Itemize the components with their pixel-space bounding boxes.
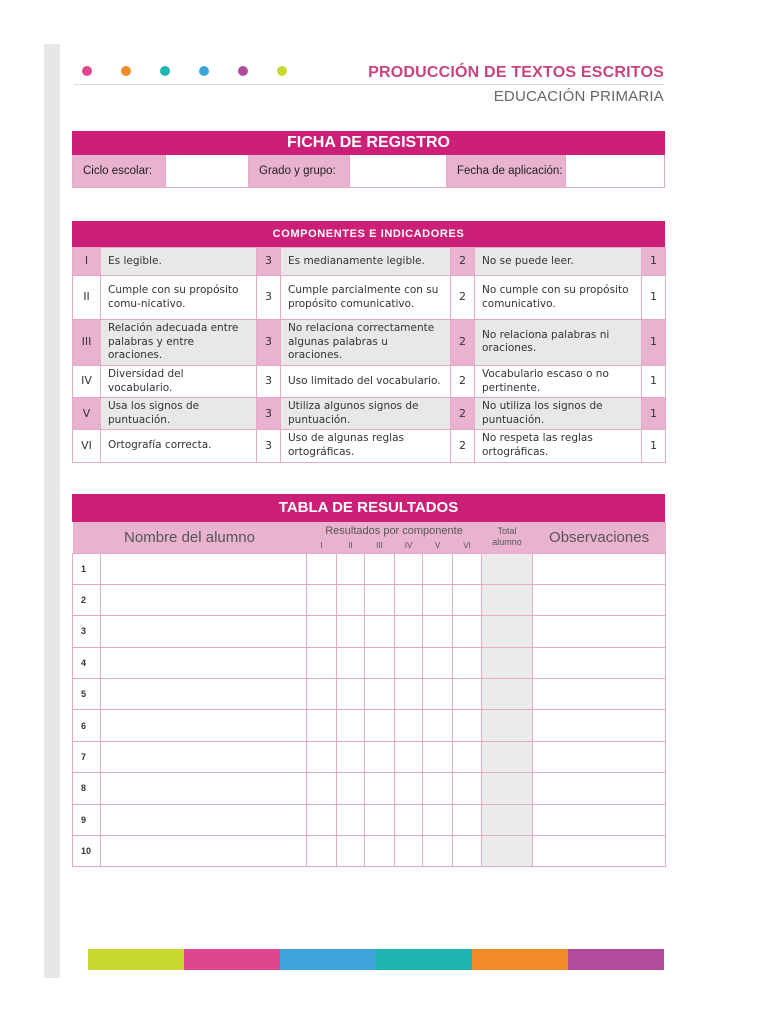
- table-row: [73, 836, 666, 867]
- puntaje-bajo: 1: [642, 398, 666, 430]
- ciclo-escolar-label: Ciclo escolar:: [73, 155, 165, 187]
- comp-cell[interactable]: [423, 584, 453, 615]
- componente-sub-header: II: [337, 539, 365, 553]
- comp-cell[interactable]: [423, 647, 453, 678]
- comp-cell[interactable]: [423, 616, 453, 647]
- table-row: [73, 584, 666, 615]
- comp-cell[interactable]: [365, 741, 395, 772]
- comp-cell[interactable]: [365, 804, 395, 835]
- comp-cell[interactable]: [337, 804, 365, 835]
- indicador-bajo: No se puede leer.: [475, 248, 642, 276]
- row-number: 6: [73, 710, 101, 741]
- left-margin-strip: [44, 44, 60, 978]
- comp-cell[interactable]: [365, 679, 395, 710]
- indicador-medio: Es medianamente legible.: [281, 248, 451, 276]
- table-row: [73, 773, 666, 804]
- table-row: [73, 804, 666, 835]
- comp-cell[interactable]: [337, 584, 365, 615]
- table-row: [73, 647, 666, 678]
- indicador-alto: Relación adecuada entre palabras y entre oraciones.: [101, 320, 257, 366]
- puntaje-bajo: 1: [642, 276, 666, 320]
- comp-cell[interactable]: [423, 741, 453, 772]
- comp-cell[interactable]: [337, 679, 365, 710]
- ciclo-escolar-field[interactable]: [165, 155, 249, 187]
- comp-cell[interactable]: [307, 553, 337, 584]
- footer-color-bar: [88, 949, 664, 970]
- componente-number: II: [73, 276, 101, 320]
- decorative-dot: [82, 66, 92, 76]
- nombre-cell[interactable]: [101, 679, 307, 710]
- componente-sub-header: VI: [453, 539, 482, 553]
- componente-sub-header: I: [307, 539, 337, 553]
- indicador-alto: Ortografía correcta.: [101, 430, 257, 462]
- comp-cell[interactable]: [365, 710, 395, 741]
- footer-color-segment: [88, 949, 184, 970]
- comp-cell[interactable]: [337, 616, 365, 647]
- total-cell[interactable]: [482, 773, 533, 804]
- indicador-bajo: No cumple con su propósito comunicativo.: [475, 276, 642, 320]
- comp-cell[interactable]: [423, 804, 453, 835]
- table-row: [73, 616, 666, 647]
- col-nombre-alumno: Nombre del alumno: [73, 522, 307, 553]
- comp-cell[interactable]: [453, 553, 482, 584]
- indicador-medio: Uso de algunas reglas ortográficas.: [281, 430, 451, 462]
- row-number: 7: [73, 741, 101, 772]
- comp-cell[interactable]: [423, 773, 453, 804]
- comp-cell[interactable]: [453, 679, 482, 710]
- comp-cell[interactable]: [453, 616, 482, 647]
- col-resultados-componente: Resultados por componente: [307, 522, 482, 539]
- nombre-cell[interactable]: [101, 773, 307, 804]
- decorative-dot: [238, 66, 248, 76]
- tabla-de-resultados: [72, 494, 665, 867]
- row-number: 9: [73, 804, 101, 835]
- comp-cell[interactable]: [337, 647, 365, 678]
- comp-cell[interactable]: [365, 773, 395, 804]
- comp-cell[interactable]: [423, 836, 453, 867]
- indicador-medio: Uso limitado del vocabulario.: [281, 365, 451, 397]
- nombre-cell[interactable]: [101, 616, 307, 647]
- decorative-dot: [121, 66, 131, 76]
- puntaje-bajo: 1: [642, 248, 666, 276]
- row-number: 10: [73, 836, 101, 867]
- grado-grupo-label: Grado y grupo:: [249, 155, 349, 187]
- comp-cell[interactable]: [395, 616, 423, 647]
- comp-cell[interactable]: [307, 741, 337, 772]
- footer-color-segment: [280, 949, 376, 970]
- observaciones-cell[interactable]: [533, 647, 666, 678]
- ficha-fields-row: [72, 155, 665, 188]
- nombre-cell[interactable]: [101, 553, 307, 584]
- table-row: [73, 710, 666, 741]
- observaciones-cell[interactable]: [533, 616, 666, 647]
- observaciones-cell[interactable]: [533, 710, 666, 741]
- componentes-title: COMPONENTES E INDICADORES: [72, 221, 665, 247]
- componente-row: [73, 320, 666, 366]
- fecha-aplicacion-label: Fecha de aplicación:: [447, 155, 565, 187]
- comp-cell[interactable]: [395, 836, 423, 867]
- col-observaciones: Observaciones: [533, 522, 666, 553]
- decorative-dot: [160, 66, 170, 76]
- resultados-title: TABLA DE RESULTADOS: [72, 494, 665, 522]
- total-cell[interactable]: [482, 741, 533, 772]
- comp-cell[interactable]: [423, 679, 453, 710]
- comp-cell[interactable]: [395, 679, 423, 710]
- decorative-dots: [82, 66, 316, 76]
- observaciones-cell[interactable]: [533, 804, 666, 835]
- comp-cell[interactable]: [423, 553, 453, 584]
- componentes-indicadores: [72, 221, 665, 463]
- puntaje-alto: 3: [257, 430, 281, 462]
- table-row: [73, 679, 666, 710]
- puntaje-medio: 2: [451, 276, 475, 320]
- puntaje-bajo: 1: [642, 320, 666, 366]
- footer-color-segment: [376, 949, 472, 970]
- comp-cell[interactable]: [395, 553, 423, 584]
- comp-cell[interactable]: [453, 584, 482, 615]
- comp-cell[interactable]: [365, 836, 395, 867]
- puntaje-alto: 3: [257, 398, 281, 430]
- observaciones-cell[interactable]: [533, 741, 666, 772]
- comp-cell[interactable]: [307, 710, 337, 741]
- componente-sub-header: III: [365, 539, 395, 553]
- comp-cell[interactable]: [395, 584, 423, 615]
- row-number: 5: [73, 679, 101, 710]
- nombre-cell[interactable]: [101, 584, 307, 615]
- componente-number: V: [73, 398, 101, 430]
- indicador-bajo: Vocabulario escaso o no pertinente.: [475, 365, 642, 397]
- comp-cell[interactable]: [453, 804, 482, 835]
- total-cell[interactable]: [482, 616, 533, 647]
- total-cell[interactable]: [482, 804, 533, 835]
- observaciones-cell[interactable]: [533, 584, 666, 615]
- row-number: 3: [73, 616, 101, 647]
- indicador-bajo: No respeta las reglas ortográficas.: [475, 430, 642, 462]
- total-cell[interactable]: [482, 836, 533, 867]
- puntaje-bajo: 1: [642, 430, 666, 462]
- row-number: 4: [73, 647, 101, 678]
- observaciones-cell[interactable]: [533, 836, 666, 867]
- componente-number: VI: [73, 430, 101, 462]
- ficha-de-registro: [72, 131, 665, 188]
- comp-cell[interactable]: [453, 710, 482, 741]
- comp-cell[interactable]: [453, 836, 482, 867]
- componente-row: [73, 430, 666, 462]
- document-title: PRODUCCIÓN DE TEXTOS ESCRITOS: [368, 64, 664, 81]
- componente-number: I: [73, 248, 101, 276]
- comp-cell[interactable]: [337, 741, 365, 772]
- comp-cell[interactable]: [337, 553, 365, 584]
- comp-cell[interactable]: [395, 773, 423, 804]
- observaciones-cell[interactable]: [533, 553, 666, 584]
- resultados-table: [72, 522, 666, 867]
- comp-cell[interactable]: [307, 584, 337, 615]
- comp-cell[interactable]: [453, 647, 482, 678]
- footer-color-segment: [472, 949, 568, 970]
- indicador-alto: Diversidad del vocabulario.: [101, 365, 257, 397]
- footer-color-segment: [568, 949, 664, 970]
- componente-row: [73, 398, 666, 430]
- comp-cell[interactable]: [453, 773, 482, 804]
- puntaje-bajo: 1: [642, 365, 666, 397]
- observaciones-cell[interactable]: [533, 679, 666, 710]
- indicador-alto: Es legible.: [101, 248, 257, 276]
- nombre-cell[interactable]: [101, 804, 307, 835]
- componente-number: III: [73, 320, 101, 366]
- comp-cell[interactable]: [423, 710, 453, 741]
- row-number: 2: [73, 584, 101, 615]
- table-row: [73, 741, 666, 772]
- comp-cell[interactable]: [395, 804, 423, 835]
- row-number: 1: [73, 553, 101, 584]
- puntaje-medio: 2: [451, 320, 475, 366]
- decorative-dot: [277, 66, 287, 76]
- table-row: [73, 553, 666, 584]
- indicador-bajo: No relaciona palabras ni oraciones.: [475, 320, 642, 366]
- indicador-bajo: No utiliza los signos de puntuación.: [475, 398, 642, 430]
- comp-cell[interactable]: [365, 553, 395, 584]
- componentes-table: [72, 247, 666, 463]
- comp-cell[interactable]: [453, 741, 482, 772]
- nombre-cell[interactable]: [101, 836, 307, 867]
- comp-cell[interactable]: [307, 804, 337, 835]
- indicador-alto: Usa los signos de puntuación.: [101, 398, 257, 430]
- nombre-cell[interactable]: [101, 647, 307, 678]
- footer-color-segment: [184, 949, 280, 970]
- componente-number: IV: [73, 365, 101, 397]
- componente-sub-header: IV: [395, 539, 423, 553]
- indicador-medio: Utiliza algunos signos de puntuación.: [281, 398, 451, 430]
- indicador-medio: No relaciona correctamente algunas palabras u oraciones.: [281, 320, 451, 366]
- comp-cell[interactable]: [307, 679, 337, 710]
- comp-cell[interactable]: [395, 647, 423, 678]
- comp-cell[interactable]: [307, 773, 337, 804]
- total-cell[interactable]: [482, 710, 533, 741]
- puntaje-medio: 2: [451, 398, 475, 430]
- nombre-cell[interactable]: [101, 710, 307, 741]
- puntaje-alto: 3: [257, 248, 281, 276]
- puntaje-medio: 2: [451, 365, 475, 397]
- indicador-alto: Cumple con su propósito comu-nicativo.: [101, 276, 257, 320]
- componente-row: [73, 365, 666, 397]
- puntaje-alto: 3: [257, 320, 281, 366]
- puntaje-alto: 3: [257, 365, 281, 397]
- puntaje-medio: 2: [451, 248, 475, 276]
- puntaje-alto: 3: [257, 276, 281, 320]
- comp-cell[interactable]: [307, 836, 337, 867]
- observaciones-cell[interactable]: [533, 773, 666, 804]
- comp-cell[interactable]: [365, 647, 395, 678]
- row-number: 8: [73, 773, 101, 804]
- fecha-aplicacion-field[interactable]: [565, 155, 664, 187]
- header-divider: [74, 84, 664, 85]
- comp-cell[interactable]: [365, 584, 395, 615]
- decorative-dot: [199, 66, 209, 76]
- ficha-title: FICHA DE REGISTRO: [72, 131, 665, 155]
- comp-cell[interactable]: [307, 647, 337, 678]
- total-cell[interactable]: [482, 584, 533, 615]
- comp-cell[interactable]: [395, 741, 423, 772]
- comp-cell[interactable]: [365, 616, 395, 647]
- nombre-cell[interactable]: [101, 741, 307, 772]
- total-cell[interactable]: [482, 553, 533, 584]
- total-cell[interactable]: [482, 679, 533, 710]
- col-total-alumno: Total alumno: [482, 522, 533, 553]
- componente-row: [73, 248, 666, 276]
- comp-cell[interactable]: [395, 710, 423, 741]
- total-cell[interactable]: [482, 647, 533, 678]
- componente-row: [73, 276, 666, 320]
- comp-cell[interactable]: [337, 710, 365, 741]
- document-subtitle: EDUCACIÓN PRIMARIA: [493, 88, 664, 105]
- comp-cell[interactable]: [337, 773, 365, 804]
- componente-sub-header: V: [423, 539, 453, 553]
- comp-cell[interactable]: [307, 616, 337, 647]
- puntaje-medio: 2: [451, 430, 475, 462]
- grado-grupo-field[interactable]: [349, 155, 447, 187]
- indicador-medio: Cumple parcialmente con su propósito comunicativo.: [281, 276, 451, 320]
- comp-cell[interactable]: [337, 836, 365, 867]
